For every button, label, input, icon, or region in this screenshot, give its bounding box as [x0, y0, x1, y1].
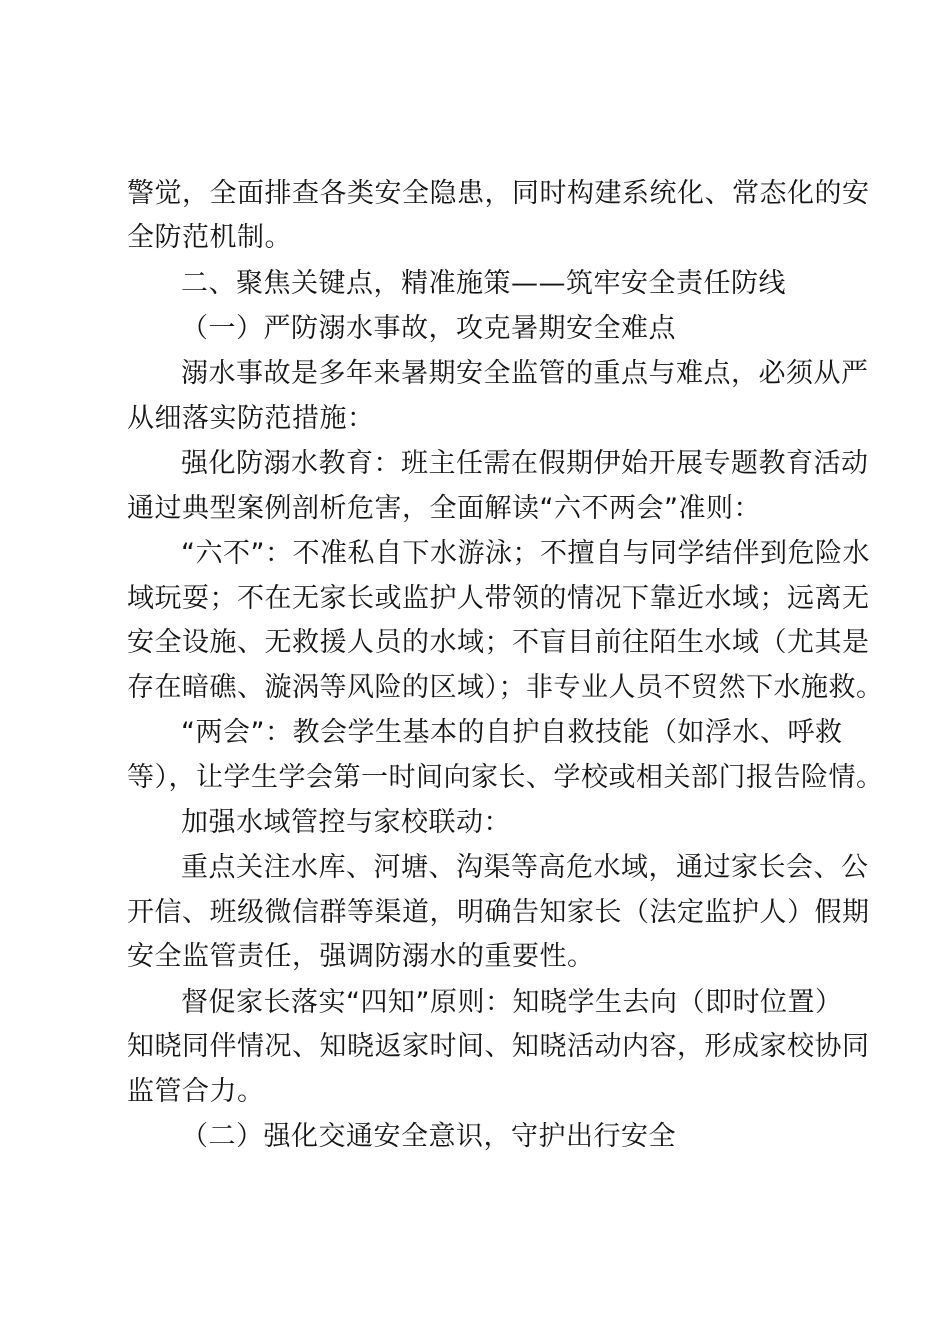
paragraph-line: 等），让学生学会第一时间向家长、学校或相关部门报告险情。	[127, 762, 884, 793]
paragraph-line: 强化防溺水教育：班主任需在假期伊始开展专题教育活动	[181, 448, 869, 479]
paragraph-line: 溺水事故是多年来暑期安全监管的重点与难点，必须从严	[181, 358, 869, 389]
subsection-heading: （一）严防溺水事故，攻克暑期安全难点	[181, 313, 676, 344]
paragraph-line: “六不”：不准私自下水游泳；不擅自与同学结伴到危险水	[181, 538, 870, 569]
paragraph-line: 从细落实防范措施：	[127, 403, 375, 434]
paragraph-line: 安全设施、无救援人员的水域；不盲目前往陌生水域（尤其是	[127, 627, 870, 658]
paragraph-line: 监管合力。	[127, 1076, 265, 1107]
paragraph-line: 督促家长落实“四知”原则：知晓学生去向（即时位置）	[181, 987, 843, 1018]
paragraph-line: 安全监管责任，强调防溺水的重要性。	[127, 941, 595, 972]
paragraph-line: 域玩耍；不在无家长或监护人带领的情况下靠近水域；远离无	[127, 583, 870, 614]
section-heading: 二、聚焦关键点，精准施策——筑牢安全责任防线	[181, 268, 786, 299]
paragraph-line: 警觉，全面排查各类安全隐患，同时构建系统化、常态化的安	[127, 178, 870, 209]
paragraph-line: 通过典型案例剖析危害，全面解读“六不两会”准则：	[127, 493, 761, 524]
paragraph-line: 开信、班级微信群等渠道，明确告知家长（法定监护人）假期	[127, 897, 870, 928]
paragraph-line: 加强水域管控与家校联动：	[181, 807, 511, 838]
paragraph-line: 知晓同伴情况、知晓返家时间、知晓活动内容，形成家校协同	[127, 1031, 870, 1062]
paragraph-line: 重点关注水库、河塘、沟渠等高危水域，通过家长会、公	[181, 852, 869, 883]
paragraph-line: 存在暗礁、漩涡等风险的区域）；非专业人员不贸然下水施救。	[127, 672, 884, 703]
paragraph-line: 全防范机制。	[127, 222, 292, 253]
paragraph-line: “两会”：教会学生基本的自护自救技能（如浮水、呼救	[181, 717, 843, 748]
subsection-heading: （二）强化交通安全意识，守护出行安全	[181, 1121, 676, 1152]
